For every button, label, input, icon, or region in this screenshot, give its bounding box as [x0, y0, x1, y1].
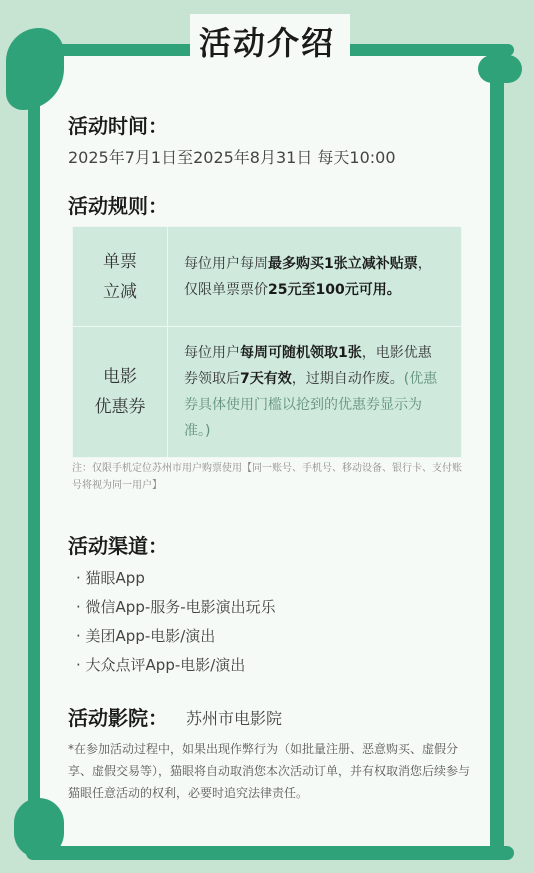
rule-row-single-ticket [73, 227, 462, 327]
rule-label-line: 电影 [103, 367, 137, 387]
rule-label [73, 327, 168, 458]
brush-border-right [490, 60, 504, 856]
rule-text: 每位用户每周 [184, 255, 268, 272]
rule-text: ，仅限单票票价 [184, 255, 432, 298]
rule-label [73, 227, 168, 327]
rules-note: 注：仅限手机定位苏州市用户购票使用【同一账号、手机号、移动设备、银行卡、支付账号将视为同一用户】 [72, 463, 462, 491]
brush-border-left [28, 40, 40, 856]
rule-description [168, 327, 462, 458]
channel-item: · 大众点评App-电影/演出 [76, 656, 246, 674]
rule-highlight: 25元至100元可用。 [268, 281, 401, 298]
rule-highlight: 最多购买1张立减补贴票 [268, 255, 418, 272]
rule-text: ，电影优惠券领取后 [184, 345, 432, 387]
channel-item: · 微信App-服务-电影演出玩乐 [76, 598, 276, 616]
rule-label-line: 立减 [103, 281, 137, 302]
time-heading: 活动时间： [68, 114, 168, 138]
fraud-disclaimer: *在参加活动过程中，如果出现作弊行为（如批量注册、恶意购买、虚假分享、虚假交易等），猫眼将自动取消您本次活动订单，并有权取消您后续参与猫眼任意活动的权利，必要时追究法律责任。 [68, 742, 471, 800]
rule-label-line: 单票 [103, 251, 137, 272]
brush-border-bottom [26, 846, 514, 860]
rule-description [168, 227, 462, 327]
rule-highlight: 每周可随机领取1张 [240, 345, 362, 361]
rule-text: 每位用户 [184, 345, 240, 361]
cinema-value: 苏州市电影院 [186, 709, 283, 728]
rules-heading: 活动规则： [68, 194, 168, 218]
cinema-heading: 活动影院： [68, 706, 168, 730]
channel-item: · 美团App-电影/演出 [76, 627, 216, 645]
channels-heading: 活动渠道： [68, 534, 168, 558]
channel-item: · 猫眼App [76, 569, 145, 587]
brush-splash-bottom-left [14, 798, 64, 858]
page-title: 活动介绍 [198, 24, 335, 62]
rule-row-movie-coupon [73, 327, 462, 458]
rule-text: ，过期自动作废。 [291, 371, 404, 387]
rule-highlight: 7天有效 [240, 371, 292, 387]
rule-label-line: 优惠券 [94, 397, 146, 417]
rules-table [72, 226, 462, 458]
rule-footnote: (优惠券具体使用门槛以抢到的优惠券显示为准。) [184, 371, 438, 439]
time-value: 2025年7月1日至2025年8月31日 每天10:00 [68, 148, 396, 167]
